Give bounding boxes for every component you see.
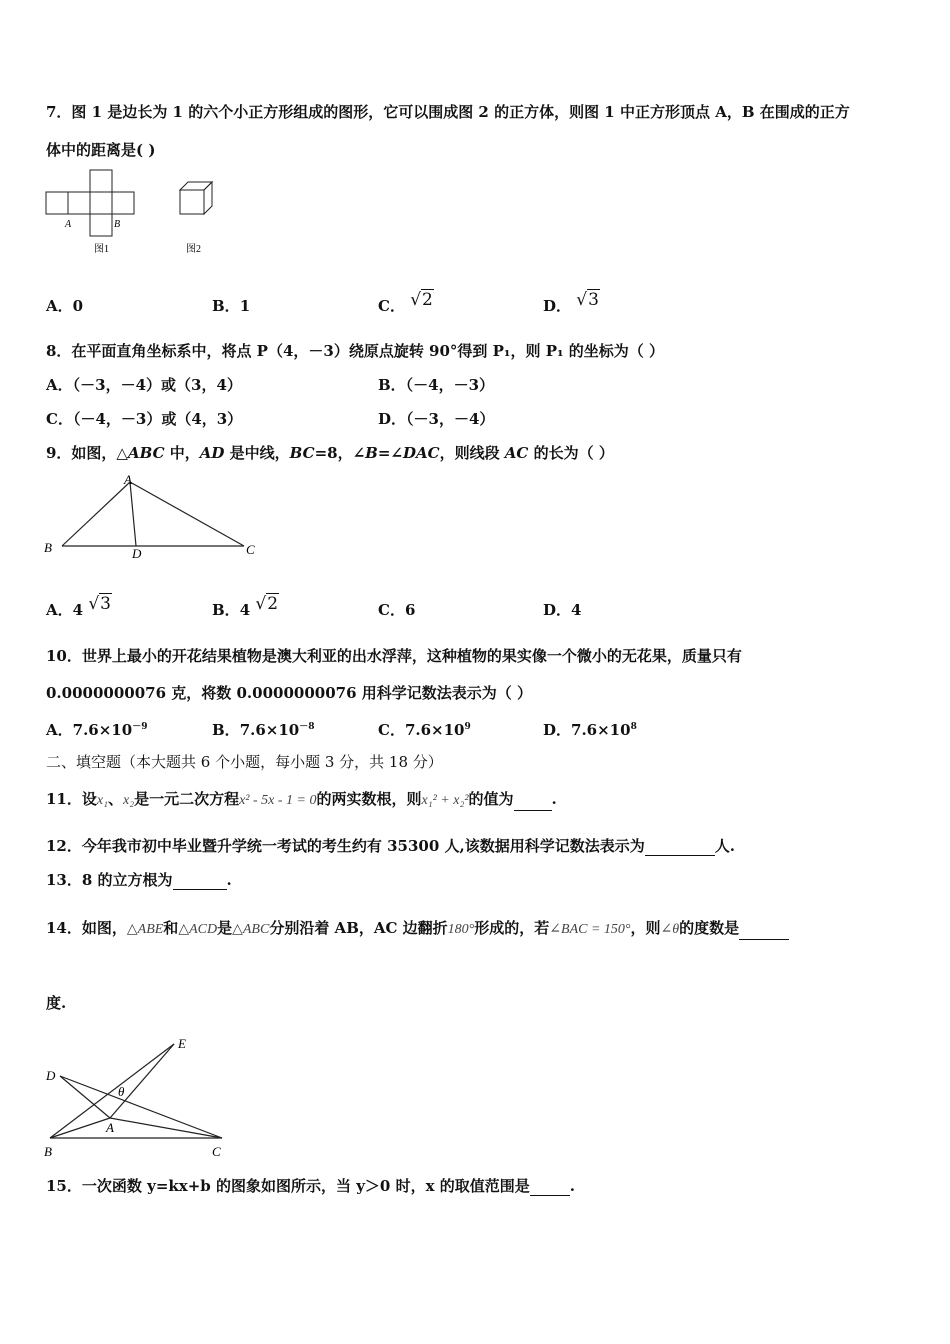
q10-option-c: C．$7.6\times 10^9$ xyxy=(378,721,471,739)
q7-fig2-label: 图2 xyxy=(186,244,201,255)
q12-text: 12．今年我市初中毕业暨升学统一考试的考生约有 35300 人,该数据用科学记数法表示为 人. xyxy=(46,837,735,855)
q7-figure-net xyxy=(44,168,140,256)
svg-text:A: A xyxy=(106,1120,114,1135)
q9-option-d: D．4 xyxy=(543,601,582,619)
svg-text:θ: θ xyxy=(118,1084,125,1099)
q14-figure xyxy=(40,1034,240,1162)
svg-text:A: A xyxy=(124,472,132,487)
q10-option-d: D．$7.6\times 10^8$ xyxy=(543,721,637,739)
q10-text-line1: 10．世界上最小的开花结果植物是澳大利亚的出水浮萍，这种植物的果实像一个微小的无花果，质量只有 xyxy=(46,647,742,665)
q15-text: 15．一次函数 y=kx+b 的图象如图所示，当 y＞0 时，x 的取值范围是 . xyxy=(46,1177,575,1195)
q7-option-a: A．0 xyxy=(46,297,84,315)
q8-text: 8．在平面直角坐标系中，将点 P（4，－3）绕原点旋转 90°得到 P₁，则 P₁ 的坐标为（ ） xyxy=(46,342,664,360)
q8-option-b: B．（－4，－3） xyxy=(378,376,495,394)
svg-text:C: C xyxy=(246,542,255,557)
svg-text:B: B xyxy=(44,540,52,555)
q10-text-line2: 0.0000000076 克，将数 0.0000000076 用科学记数法表示为（ ） xyxy=(46,684,532,702)
section-2-heading: 二、填空题（本大题共 6 个小题，每小题 3 分，共 18 分） xyxy=(46,753,443,771)
q11-text: 11．设x₁、x₂是一元二次方程x² - 5x - 1 = 0的两实数根，则x₁² + x₂²的值为 . xyxy=(46,789,557,811)
q8-option-a: A．（－3，－4）或（3，4） xyxy=(46,376,242,394)
q9-text: 9．如图，△ABC 中，AD 是中线，BC=8，∠B=∠DAC，则线段 AC 的长为（ ） xyxy=(46,444,614,462)
q14-unit: 度. xyxy=(46,994,67,1012)
q7-label-b: B xyxy=(114,219,121,230)
svg-text:D: D xyxy=(132,546,142,561)
q7-text-line1: 7．图 1 是边长为 1 的六个小正方形组成的图形，它可以围成图 2 的正方体，则图 1 中正方形顶点 A，B 在围成的正方 xyxy=(46,103,850,121)
q14-text: 14．如图，△ABE和△ACD是△ABC分别沿着 AB，AC 边翻折180°形成的，若∠BAC = 150°，则∠θ的度数是 xyxy=(46,918,789,940)
q13-text: 13．8 的立方根为 . xyxy=(46,871,232,889)
q7-option-d: D． √3 xyxy=(543,290,599,315)
q10-option-b: B．$7.6\times 10^{-8}$ xyxy=(212,721,315,739)
q7-option-b: B．1 xyxy=(212,297,251,315)
q9-figure-triangle xyxy=(40,470,270,566)
q8-option-c: C．（－4，－3）或（4，3） xyxy=(46,410,243,428)
q7-text-line2: 体中的距离是( ) xyxy=(46,141,156,159)
q7-figure-cube xyxy=(176,180,220,256)
svg-text:B: B xyxy=(44,1144,52,1159)
q10-option-a: A．$7.6\times 10^{-9}$ xyxy=(46,721,148,739)
svg-text:D: D xyxy=(46,1068,56,1083)
q9-option-c: C．6 xyxy=(378,601,416,619)
q7-option-c: C． √2 xyxy=(378,290,433,315)
q7-label-a: A xyxy=(65,219,72,230)
q9-option-b: B．4 √2 xyxy=(212,594,279,619)
svg-text:C: C xyxy=(212,1144,221,1159)
q8-option-d: D．（－3，－4） xyxy=(378,410,495,428)
q9-option-a: A．4 √3 xyxy=(46,594,111,619)
q7-fig1-label: 图1 xyxy=(94,244,109,255)
svg-text:E: E xyxy=(178,1036,186,1051)
